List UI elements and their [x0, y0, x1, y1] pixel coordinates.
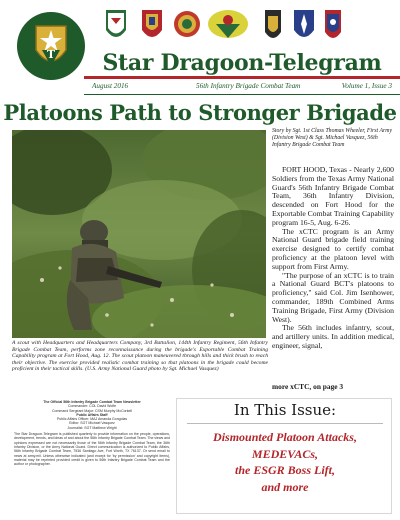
staff-box	[14, 400, 170, 516]
cavalry-crest-icon	[206, 4, 250, 48]
in-this-issue-rule	[187, 423, 383, 424]
issue-item[interactable]: Dismounted Platoon Attacks,	[213, 430, 357, 444]
story-paragraph: The 56th includes infantry, scout, and artillery units. In addition medical, engineer, signal,	[272, 323, 394, 350]
issue-volume: Volume 1, Issue 3	[341, 82, 392, 90]
issue-date: August 2016	[92, 82, 129, 90]
in-this-issue-box	[176, 398, 392, 514]
continued-link[interactable]: more xCTC, on page 3	[272, 382, 344, 391]
unit-crest-icon	[104, 4, 128, 48]
story-byline: Story by Sgt. 1st Class Thomas Wheeler, First Army (Division West) & Sgt. Michael Vasquez, 56th Infantry Brigade Combat Team	[272, 128, 393, 149]
masthead-info-bar	[84, 80, 400, 94]
support-crest-icon	[322, 4, 344, 48]
unit-name: 56th Infantry Brigade Combat Team	[196, 82, 301, 90]
issue-item[interactable]: and more	[261, 479, 309, 494]
issue-item[interactable]: the ESGR Boss Lift,	[234, 463, 336, 477]
staff-disclaimer: The Star Dragoon-Telegram is published quarterly to provide information on the people, operations, development, trends, and ideas of and about the 56th Infantry Brigade Combat Team. The views and opinions expressed are not necessarily those of the 56th Infantry Brigade Combat Team, the 36th Infantry Division, or the Army National Guard. Direct communication is authorized to Public Affairs, 56th Infantry Brigade Combat Team, 7536 Santiago Ave, Fort Worth, TX 76137. Or send email to news at army.mil. Unless otherwise indicated (and except for 'by permission' and copyright items), material may be reprinted provided credit is given to 56th Infantry Brigade Combat Team and the author or photographer.	[14, 432, 170, 467]
staff-line: Public Affairs Staff	[76, 412, 108, 417]
svg-text:T: T	[46, 48, 56, 61]
brigade-seal-icon	[16, 6, 86, 96]
artillery-crest-icon	[262, 4, 284, 48]
battalion-crest-icon	[172, 4, 202, 48]
regiment-crest-icon	[140, 4, 164, 48]
story-paragraph: "The purpose of an xCTC is to train a National Guard BCT's platoons to proficiency," said Col. Jim Isenhower, commander, 189th Combined Arms Training Brigade, First Army (Division West).	[272, 270, 394, 324]
staff-line: Journalist: SGT Matthew Wright	[67, 425, 117, 430]
photo-caption: A scout with Headquarters and Headquarters Company, 3rd Battalion, 144th Infantry Regiment, 56th Infantry Brigade Combat Team, performs zone reconnaissance during the brigade's Exportable Combat Training Capability program at Fort Hood, Aug. 12. The scout platoon maneuvered through hills and thick brush to reach their objective. The exercise provided realistic combat training so that platoons in the brigade could become proficient in their tactical skills. (U.S. Army National Guard photo by Sgt. Michael Vasquez)	[12, 340, 268, 373]
in-this-issue-heading: In This Issue:	[233, 401, 337, 419]
masthead-red-rule	[84, 76, 400, 79]
staff-line: Commander: COL David Wolfe	[67, 404, 117, 409]
story-body	[272, 166, 394, 351]
in-this-issue-list	[177, 429, 393, 495]
staff-line: The Official 56th Infantry Brigade Combat Team Newsletter	[43, 400, 141, 404]
story-paragraph: FORT HOOD, Texas - Nearly 2,600 Soldiers from the Texas Army National Guard's 56th Infantry Brigade Combat Team, 36th Infantry Division, descended on Fort Hood for the Exportable Combat Training Capability program 16-5, Aug. 6-26.	[272, 165, 394, 227]
staff-line: Public Affairs Officer: MAJ Amanda Gongolas	[56, 417, 128, 422]
issue-item[interactable]: MEDEVACs,	[251, 446, 319, 461]
newsletter-title: Star Dragoon-Telegram	[102, 50, 382, 76]
engineer-crest-icon	[292, 4, 316, 48]
staff-line: Command Sergeant Major: CSM Murphy McCorkell	[52, 408, 132, 413]
masthead-green-rule	[84, 94, 400, 95]
staff-line: Editor: SGT Michael Vasquez	[69, 421, 115, 426]
soldier-photo	[12, 130, 266, 338]
story-paragraph: The xCTC program is an Army National Guard brigade field training exercise designed to certify combat proficiency at the platoon level with support from First Army.	[272, 226, 394, 271]
main-headline: Platoons Path to Stronger Brigade	[3, 100, 397, 125]
masthead	[0, 0, 400, 98]
